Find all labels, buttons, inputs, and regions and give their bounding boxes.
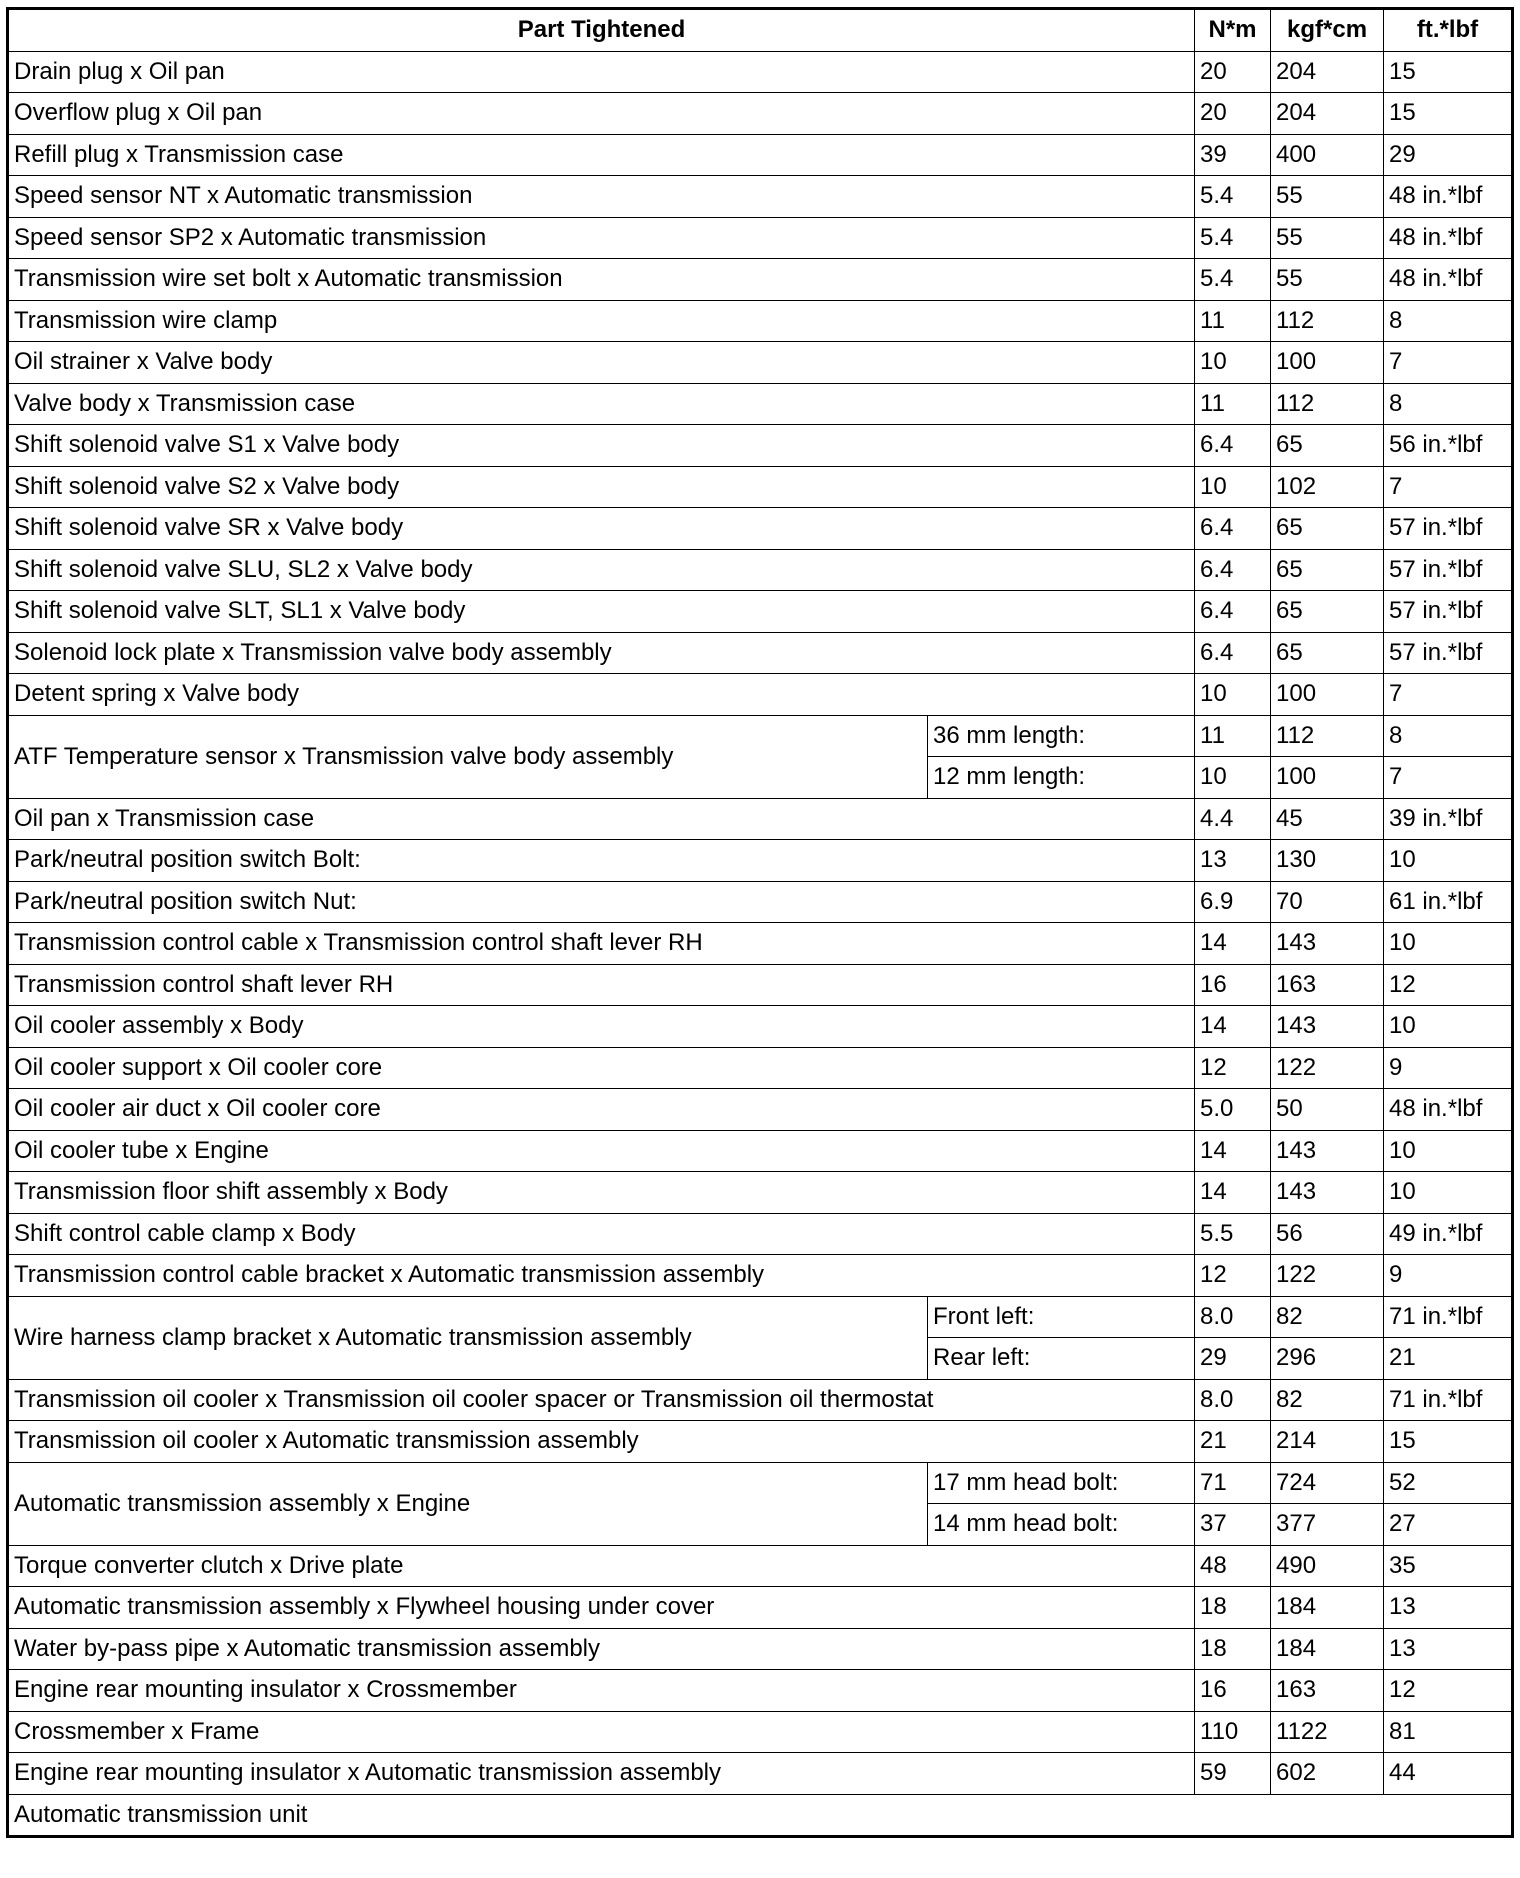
kgfcm-cell: 724 [1271, 1462, 1384, 1504]
condition-cell: Front left: [928, 1296, 1195, 1338]
part-cell: Oil cooler air duct x Oil cooler core [8, 1089, 1195, 1131]
nm-cell: 5.0 [1195, 1089, 1271, 1131]
part-cell: Overflow plug x Oil pan [8, 93, 1195, 135]
table-row [8, 1545, 1513, 1587]
part-cell: Transmission wire set bolt x Automatic transmission [8, 259, 1195, 301]
table-row [8, 632, 1513, 674]
nm-cell: 16 [1195, 1670, 1271, 1712]
table-row [8, 1711, 1513, 1753]
torque-spec-table [6, 7, 1514, 1838]
nm-cell: 5.4 [1195, 217, 1271, 259]
kgfcm-cell: 143 [1271, 923, 1384, 965]
nm-cell: 16 [1195, 964, 1271, 1006]
table-row [8, 1089, 1513, 1131]
ftlbf-cell: 48 in.*lbf [1384, 217, 1513, 259]
kgfcm-cell: 163 [1271, 964, 1384, 1006]
ftlbf-cell: 10 [1384, 1006, 1513, 1048]
header-row [8, 9, 1513, 52]
kgfcm-cell: 65 [1271, 549, 1384, 591]
ftlbf-cell: 7 [1384, 466, 1513, 508]
part-cell: Water by-pass pipe x Automatic transmission assembly [8, 1628, 1195, 1670]
kgfcm-cell: 122 [1271, 1047, 1384, 1089]
part-cell: Crossmember x Frame [8, 1711, 1195, 1753]
nm-cell: 11 [1195, 300, 1271, 342]
part-cell: Oil pan x Transmission case [8, 798, 1195, 840]
kgfcm-cell: 296 [1271, 1338, 1384, 1380]
ftlbf-cell: 8 [1384, 383, 1513, 425]
nm-cell: 39 [1195, 134, 1271, 176]
table-row [8, 1130, 1513, 1172]
nm-cell: 12 [1195, 1255, 1271, 1297]
part-cell: Transmission control cable bracket x Automatic transmission assembly [8, 1255, 1195, 1297]
condition-cell: 36 mm length: [928, 715, 1195, 757]
table-footer [8, 1794, 1513, 1837]
kgfcm-cell: 100 [1271, 757, 1384, 799]
nm-cell: 6.9 [1195, 881, 1271, 923]
ftlbf-cell: 61 in.*lbf [1384, 881, 1513, 923]
kgfcm-cell: 130 [1271, 840, 1384, 882]
nm-cell: 11 [1195, 715, 1271, 757]
nm-cell: 10 [1195, 674, 1271, 716]
part-cell: Speed sensor SP2 x Automatic transmission [8, 217, 1195, 259]
ftlbf-cell: 21 [1384, 1338, 1513, 1380]
ftlbf-cell: 57 in.*lbf [1384, 591, 1513, 633]
ftlbf-cell: 12 [1384, 964, 1513, 1006]
ftlbf-cell: 7 [1384, 757, 1513, 799]
kgfcm-cell: 204 [1271, 93, 1384, 135]
ftlbf-cell: 71 in.*lbf [1384, 1379, 1513, 1421]
table-row [8, 881, 1513, 923]
ftlbf-cell: 7 [1384, 342, 1513, 384]
kgfcm-cell: 490 [1271, 1545, 1384, 1587]
table-row [8, 217, 1513, 259]
nm-cell: 14 [1195, 1006, 1271, 1048]
ftlbf-cell: 7 [1384, 674, 1513, 716]
part-cell: Park/neutral position switch Nut: [8, 881, 1195, 923]
table-body [8, 51, 1513, 1794]
nm-cell: 14 [1195, 923, 1271, 965]
ftlbf-cell: 27 [1384, 1504, 1513, 1546]
footer-label: Automatic transmission unit [8, 1794, 1513, 1837]
ftlbf-cell: 13 [1384, 1587, 1513, 1629]
table-row [8, 715, 1513, 757]
kgfcm-cell: 163 [1271, 1670, 1384, 1712]
table-row [8, 923, 1513, 965]
ftlbf-cell: 10 [1384, 923, 1513, 965]
table-row [8, 383, 1513, 425]
condition-cell: Rear left: [928, 1338, 1195, 1380]
part-cell: Valve body x Transmission case [8, 383, 1195, 425]
nm-cell: 110 [1195, 1711, 1271, 1753]
table-row [8, 840, 1513, 882]
kgfcm-cell: 65 [1271, 508, 1384, 550]
part-cell: Solenoid lock plate x Transmission valve body assembly [8, 632, 1195, 674]
ftlbf-cell: 52 [1384, 1462, 1513, 1504]
nm-cell: 59 [1195, 1753, 1271, 1795]
kgfcm-cell: 184 [1271, 1587, 1384, 1629]
table-row [8, 1006, 1513, 1048]
kgfcm-cell: 204 [1271, 51, 1384, 93]
condition-cell: 17 mm head bolt: [928, 1462, 1195, 1504]
ftlbf-cell: 57 in.*lbf [1384, 549, 1513, 591]
part-cell: Engine rear mounting insulator x Crossmember [8, 1670, 1195, 1712]
ftlbf-cell: 71 in.*lbf [1384, 1296, 1513, 1338]
part-cell: Transmission control cable x Transmission control shaft lever RH [8, 923, 1195, 965]
table-row [8, 259, 1513, 301]
part-cell: Shift solenoid valve SR x Valve body [8, 508, 1195, 550]
nm-cell: 18 [1195, 1587, 1271, 1629]
part-cell: Drain plug x Oil pan [8, 51, 1195, 93]
nm-cell: 14 [1195, 1172, 1271, 1214]
table-row [8, 342, 1513, 384]
nm-cell: 6.4 [1195, 591, 1271, 633]
nm-cell: 21 [1195, 1421, 1271, 1463]
kgfcm-cell: 602 [1271, 1753, 1384, 1795]
kgfcm-cell: 100 [1271, 342, 1384, 384]
kgfcm-cell: 184 [1271, 1628, 1384, 1670]
table-row [8, 549, 1513, 591]
nm-cell: 5.4 [1195, 259, 1271, 301]
part-cell: Oil cooler support x Oil cooler core [8, 1047, 1195, 1089]
ftlbf-cell: 9 [1384, 1255, 1513, 1297]
ftlbf-cell: 13 [1384, 1628, 1513, 1670]
kgfcm-cell: 55 [1271, 259, 1384, 301]
kgfcm-cell: 102 [1271, 466, 1384, 508]
table-row [8, 51, 1513, 93]
ftlbf-cell: 12 [1384, 1670, 1513, 1712]
part-cell: Shift solenoid valve SLU, SL2 x Valve body [8, 549, 1195, 591]
ftlbf-cell: 44 [1384, 1753, 1513, 1795]
nm-cell: 14 [1195, 1130, 1271, 1172]
kgfcm-cell: 82 [1271, 1296, 1384, 1338]
nm-cell: 8.0 [1195, 1296, 1271, 1338]
ftlbf-cell: 56 in.*lbf [1384, 425, 1513, 467]
nm-cell: 48 [1195, 1545, 1271, 1587]
table-row [8, 591, 1513, 633]
kgfcm-cell: 100 [1271, 674, 1384, 716]
nm-cell: 11 [1195, 383, 1271, 425]
table-row [8, 1213, 1513, 1255]
table-row [8, 1172, 1513, 1214]
table-row [8, 1296, 1513, 1338]
nm-cell: 5.5 [1195, 1213, 1271, 1255]
kgfcm-cell: 122 [1271, 1255, 1384, 1297]
kgfcm-cell: 143 [1271, 1006, 1384, 1048]
table-row [8, 1753, 1513, 1795]
kgfcm-cell: 377 [1271, 1504, 1384, 1546]
part-cell: Transmission wire clamp [8, 300, 1195, 342]
ftlbf-cell: 15 [1384, 93, 1513, 135]
ftlbf-cell: 48 in.*lbf [1384, 259, 1513, 301]
part-cell: Oil strainer x Valve body [8, 342, 1195, 384]
ftlbf-cell: 10 [1384, 1172, 1513, 1214]
table-row [8, 93, 1513, 135]
footer-row [8, 1794, 1513, 1837]
header-ftlbf: ft.*lbf [1384, 9, 1513, 52]
nm-cell: 4.4 [1195, 798, 1271, 840]
part-cell: Refill plug x Transmission case [8, 134, 1195, 176]
kgfcm-cell: 65 [1271, 425, 1384, 467]
ftlbf-cell: 10 [1384, 840, 1513, 882]
table-row [8, 1670, 1513, 1712]
kgfcm-cell: 50 [1271, 1089, 1384, 1131]
nm-cell: 29 [1195, 1338, 1271, 1380]
part-cell: Torque converter clutch x Drive plate [8, 1545, 1195, 1587]
ftlbf-cell: 57 in.*lbf [1384, 632, 1513, 674]
header-kgfcm: kgf*cm [1271, 9, 1384, 52]
kgfcm-cell: 70 [1271, 881, 1384, 923]
nm-cell: 12 [1195, 1047, 1271, 1089]
table-header [8, 9, 1513, 52]
table-row [8, 964, 1513, 1006]
part-cell: Transmission oil cooler x Transmission oil cooler spacer or Transmission oil thermostat [8, 1379, 1195, 1421]
kgfcm-cell: 143 [1271, 1172, 1384, 1214]
table-row [8, 1587, 1513, 1629]
ftlbf-cell: 9 [1384, 1047, 1513, 1089]
kgfcm-cell: 55 [1271, 176, 1384, 218]
ftlbf-cell: 39 in.*lbf [1384, 798, 1513, 840]
part-cell: Transmission oil cooler x Automatic transmission assembly [8, 1421, 1195, 1463]
condition-cell: 14 mm head bolt: [928, 1504, 1195, 1546]
part-cell: Shift control cable clamp x Body [8, 1213, 1195, 1255]
part-cell: Automatic transmission assembly x Engine [8, 1462, 928, 1545]
table-row [8, 1462, 1513, 1504]
ftlbf-cell: 48 in.*lbf [1384, 176, 1513, 218]
nm-cell: 6.4 [1195, 508, 1271, 550]
nm-cell: 20 [1195, 51, 1271, 93]
table-row [8, 300, 1513, 342]
nm-cell: 37 [1195, 1504, 1271, 1546]
ftlbf-cell: 81 [1384, 1711, 1513, 1753]
nm-cell: 6.4 [1195, 425, 1271, 467]
ftlbf-cell: 15 [1384, 51, 1513, 93]
kgfcm-cell: 65 [1271, 632, 1384, 674]
part-cell: Engine rear mounting insulator x Automatic transmission assembly [8, 1753, 1195, 1795]
part-cell: Detent spring x Valve body [8, 674, 1195, 716]
nm-cell: 8.0 [1195, 1379, 1271, 1421]
part-cell: Transmission control shaft lever RH [8, 964, 1195, 1006]
table-row [8, 798, 1513, 840]
table-row [8, 176, 1513, 218]
kgfcm-cell: 56 [1271, 1213, 1384, 1255]
kgfcm-cell: 214 [1271, 1421, 1384, 1463]
table-row [8, 1628, 1513, 1670]
part-cell: Transmission floor shift assembly x Body [8, 1172, 1195, 1214]
header-nm: N*m [1195, 9, 1271, 52]
ftlbf-cell: 57 in.*lbf [1384, 508, 1513, 550]
kgfcm-cell: 55 [1271, 217, 1384, 259]
nm-cell: 10 [1195, 466, 1271, 508]
table-row [8, 425, 1513, 467]
nm-cell: 13 [1195, 840, 1271, 882]
kgfcm-cell: 112 [1271, 715, 1384, 757]
part-cell: Shift solenoid valve S1 x Valve body [8, 425, 1195, 467]
table-row [8, 508, 1513, 550]
ftlbf-cell: 49 in.*lbf [1384, 1213, 1513, 1255]
part-cell: Shift solenoid valve SLT, SL1 x Valve body [8, 591, 1195, 633]
part-cell: Oil cooler tube x Engine [8, 1130, 1195, 1172]
nm-cell: 5.4 [1195, 176, 1271, 218]
table-row [8, 466, 1513, 508]
ftlbf-cell: 8 [1384, 715, 1513, 757]
nm-cell: 71 [1195, 1462, 1271, 1504]
part-cell: Automatic transmission assembly x Flywheel housing under cover [8, 1587, 1195, 1629]
kgfcm-cell: 112 [1271, 300, 1384, 342]
table-row [8, 1255, 1513, 1297]
part-cell: Park/neutral position switch Bolt: [8, 840, 1195, 882]
part-cell: Wire harness clamp bracket x Automatic transmission assembly [8, 1296, 928, 1379]
nm-cell: 20 [1195, 93, 1271, 135]
nm-cell: 6.4 [1195, 632, 1271, 674]
ftlbf-cell: 10 [1384, 1130, 1513, 1172]
ftlbf-cell: 35 [1384, 1545, 1513, 1587]
header-part-tightened: Part Tightened [8, 9, 1195, 52]
kgfcm-cell: 1122 [1271, 1711, 1384, 1753]
kgfcm-cell: 82 [1271, 1379, 1384, 1421]
table-row [8, 1047, 1513, 1089]
nm-cell: 6.4 [1195, 549, 1271, 591]
ftlbf-cell: 8 [1384, 300, 1513, 342]
kgfcm-cell: 143 [1271, 1130, 1384, 1172]
ftlbf-cell: 48 in.*lbf [1384, 1089, 1513, 1131]
table-row [8, 674, 1513, 716]
table-row [8, 1421, 1513, 1463]
kgfcm-cell: 45 [1271, 798, 1384, 840]
nm-cell: 10 [1195, 342, 1271, 384]
part-cell: Oil cooler assembly x Body [8, 1006, 1195, 1048]
part-cell: ATF Temperature sensor x Transmission valve body assembly [8, 715, 928, 798]
table-row [8, 1379, 1513, 1421]
ftlbf-cell: 29 [1384, 134, 1513, 176]
kgfcm-cell: 112 [1271, 383, 1384, 425]
ftlbf-cell: 15 [1384, 1421, 1513, 1463]
table-row [8, 134, 1513, 176]
kgfcm-cell: 65 [1271, 591, 1384, 633]
condition-cell: 12 mm length: [928, 757, 1195, 799]
part-cell: Speed sensor NT x Automatic transmission [8, 176, 1195, 218]
nm-cell: 10 [1195, 757, 1271, 799]
kgfcm-cell: 400 [1271, 134, 1384, 176]
nm-cell: 18 [1195, 1628, 1271, 1670]
part-cell: Shift solenoid valve S2 x Valve body [8, 466, 1195, 508]
